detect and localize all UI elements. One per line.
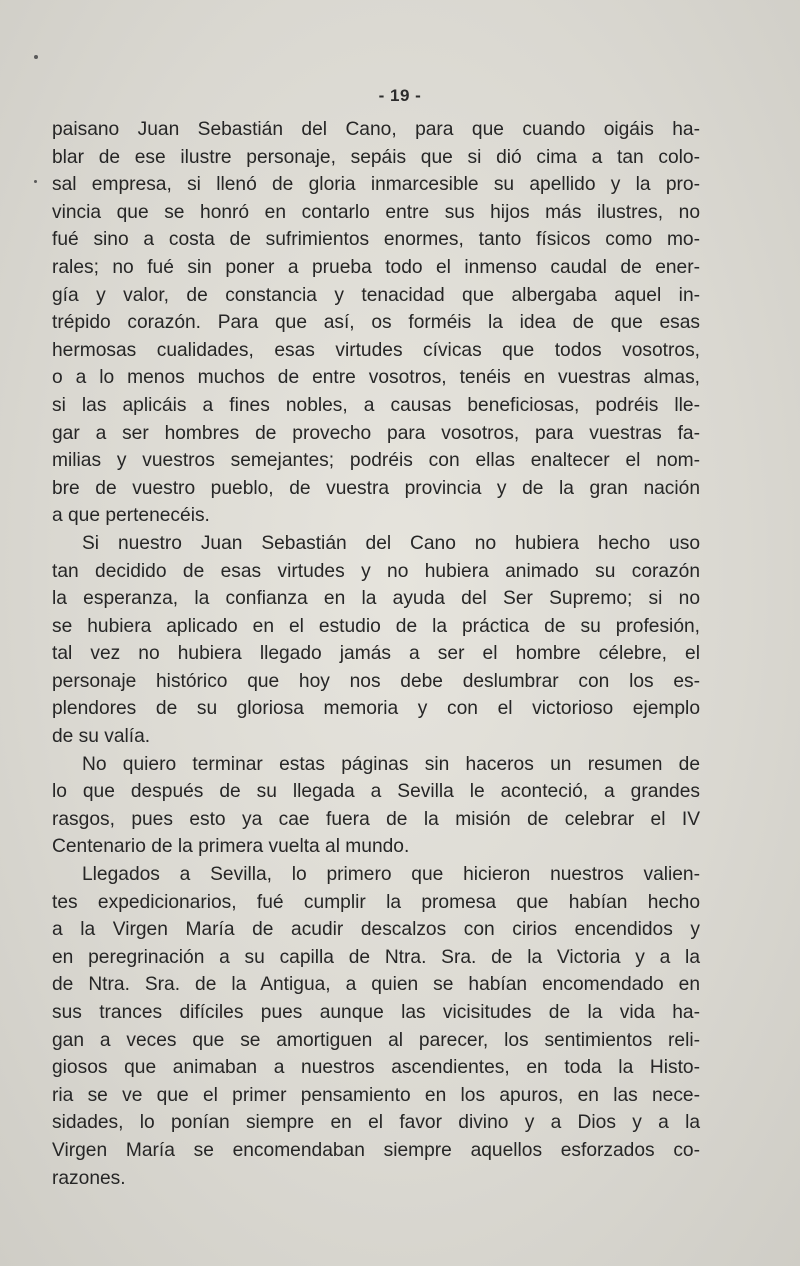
text-line: giosos que animaban a nuestros ascendientes, en toda la Histo- xyxy=(52,1057,700,1079)
text-line: en peregrinación a su capilla de Ntra. Sra. de la Victoria y a la xyxy=(52,946,700,968)
text-line: trépido corazón. Para que así, os forméis la idea de que esas xyxy=(52,312,700,334)
text-line: de su valía. xyxy=(52,726,151,748)
text-line: tes expedicionarios, fué cumplir la promesa que habían hecho xyxy=(52,891,700,913)
text-line: personaje histórico que hoy nos debe deslumbrar con los es- xyxy=(52,670,700,692)
text-line: paisano Juan Sebastián del Cano, para que cuando oigáis ha- xyxy=(52,119,700,140)
text-line: a que pertenecéis. xyxy=(52,505,210,527)
text-line: rasgos, pues esto ya cae fuera de la misión de celebrar el IV xyxy=(52,808,700,830)
text-line: a la Virgen María de acudir descalzos con cirios encendidos y xyxy=(52,919,700,941)
text-line: o a lo menos muchos de entre vosotros, tenéis en vuestras almas, xyxy=(52,367,700,389)
text-line: ria se ve que el primer pensamiento en los apuros, en las nece- xyxy=(52,1084,700,1106)
text-line: tan decidido de esas virtudes y no hubiera animado su corazón xyxy=(52,560,700,582)
text-line: plendores de su gloriosa memoria y con el victorioso ejemplo xyxy=(52,698,700,720)
paper-speck xyxy=(34,180,37,183)
text-line: de Ntra. Sra. de la Antigua, a quien se habían encomendado en xyxy=(52,974,700,996)
paper-speck xyxy=(34,55,38,59)
text-line: sus trances difíciles pues aunque las vicisitudes de la vida ha- xyxy=(52,1002,700,1023)
text-line: milias y vuestros semejantes; podréis con ellas enaltecer el nom- xyxy=(52,450,700,472)
text-line: razones. xyxy=(52,1167,126,1189)
text-line: Si nuestro Juan Sebastián del Cano no hubiera hecho uso xyxy=(82,532,700,554)
text-line: se hubiera aplicado en el estudio de la práctica de su profesión, xyxy=(52,615,700,637)
text-line: No quiero terminar estas páginas sin haceros un resumen de xyxy=(82,753,700,775)
text-line: blar de ese ilustre personaje, sepáis que si dió cima a tan colo- xyxy=(52,146,700,168)
text-line: rales; no fué sin poner a prueba todo el inmenso caudal de ener- xyxy=(52,256,700,278)
text-line: la esperanza, la confianza en la ayuda del Ser Supremo; si no xyxy=(52,588,700,610)
text-line: gan a veces que se amortiguen al parecer, los sentimientos reli- xyxy=(52,1029,700,1051)
body-text xyxy=(52,116,700,1192)
text-line: gía y valor, de constancia y tenacidad que albergaba aquel in- xyxy=(52,284,700,306)
text-line: Virgen María se encomendaban siempre aquellos esforzados co- xyxy=(52,1139,700,1161)
text-line: sidades, lo ponían siempre en el favor divino y a Dios y a la xyxy=(52,1112,700,1134)
text-line: gar a ser hombres de provecho para vosotros, para vuestras fa- xyxy=(52,422,700,444)
page-number: - 19 - xyxy=(378,86,422,105)
text-line: vincia que se honró en contarlo entre sus hijos más ilustres, no xyxy=(52,201,700,223)
text-line: si las aplicáis a fines nobles, a causas beneficiosas, podréis lle- xyxy=(52,394,700,416)
text-line: sal empresa, si llenó de gloria inmarcesible su apellido y la pro- xyxy=(52,174,700,196)
text-line: Centenario de la primera vuelta al mundo. xyxy=(52,836,410,858)
text-line: lo que después de su llegada a Sevilla le aconteció, a grandes xyxy=(52,781,700,803)
text-line: tal vez no hubiera llegado jamás a ser el hombre célebre, el xyxy=(52,643,700,665)
text-line: fué sino a costa de sufrimientos enormes, tanto físicos como mo- xyxy=(52,229,700,251)
text-line: hermosas cualidades, esas virtudes cívicas que todos vosotros, xyxy=(52,339,700,361)
text-line: Llegados a Sevilla, lo primero que hicieron nuestros valien- xyxy=(82,864,700,886)
text-line: bre de vuestro pueblo, de vuestra provincia y de la gran nación xyxy=(52,477,700,499)
